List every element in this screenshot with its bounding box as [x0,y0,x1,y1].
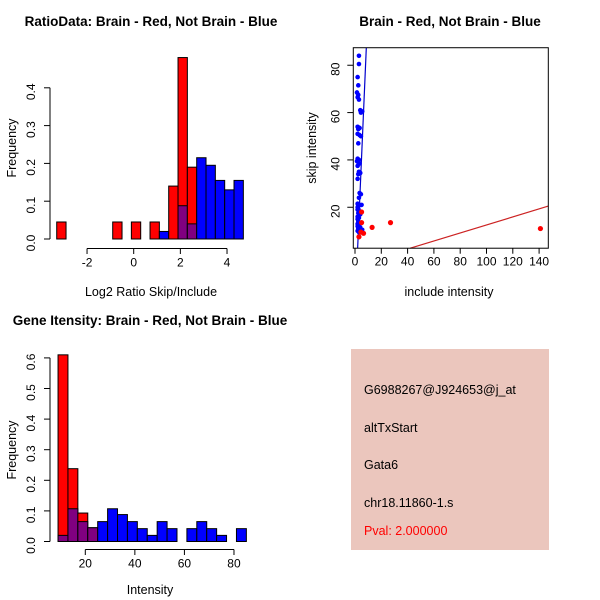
x-tick-label: 40 [400,254,415,269]
hist-bar-blue [206,165,215,239]
y-tick-label: 0.2 [24,159,38,176]
scatter-point-red [388,220,393,225]
y-tick-label: 0.1 [24,196,38,214]
x-tick-label: 0 [130,255,138,270]
y-tick-label: 20 [328,204,343,218]
scatter-point-blue [357,97,362,102]
x-tick-label: 140 [529,254,550,269]
x-tick-label: 20 [374,254,388,269]
hist-bar-red [113,222,122,239]
y-tick-label: 0.0 [24,234,38,252]
y-tick-label: 60 [328,109,343,124]
y-tick-label: 0.3 [24,121,38,138]
hist-bar-red [131,222,140,239]
hist-bar-overlap [78,522,88,542]
plot-box [353,48,548,248]
panel-title: Brain - Red, Not Brain - Blue [359,14,541,29]
x-tick-label: 4 [223,255,231,270]
hist-bar-overlap [68,509,78,542]
x-tick-label: 20 [78,556,92,571]
pval-text: Pval: 2.000000 [364,524,448,538]
hist-bar-red [58,355,68,542]
y-tick-label: 0.3 [24,445,38,463]
y-axis-label: Frequency [5,118,19,178]
gene-intensity-histogram-panel [5,313,288,597]
x-tick-label: 120 [502,254,523,269]
hist-bar-overlap [187,224,196,239]
y-tick-label: 80 [328,62,343,76]
y-axis-label: skip intensity [305,112,319,184]
scatter-point-blue [357,195,362,200]
scatter-point-red [361,231,366,236]
y-tick-label: 0.4 [24,414,38,432]
y-tick-label: 0.2 [24,475,38,493]
location-text: chr18.11860-1.s [364,496,454,510]
scatter-point-red [538,226,543,231]
hist-bar-red [57,222,66,239]
hist-bar-overlap [88,528,98,542]
scatter-point-blue [357,62,362,67]
scatter-point-blue [356,141,361,146]
gene-name-text: Gata6 [364,458,399,472]
scatter-point-blue [356,83,361,88]
y-tick-label: 40 [328,157,343,171]
hist-bar-blue [147,535,157,541]
hist-bar-overlap [178,206,187,239]
y-axis-label: Frequency [5,420,19,480]
hist-bar-blue [197,522,207,542]
x-axis-label: include intensity [404,285,494,299]
x-tick-label: 2 [177,255,184,270]
intensity-scatter-panel [305,14,549,299]
y-tick-label: 0.1 [24,506,38,524]
panel-title: Gene Itensity: Brain - Red, Not Brain - Blue [12,313,288,328]
hist-bar-blue [207,529,217,542]
hist-bar-blue [234,180,243,239]
x-tick-label: 60 [427,254,441,269]
hist-bar-blue [98,522,108,542]
fit-line-red [410,206,548,248]
scatter-point-blue [355,177,360,182]
hist-bar-blue [118,515,128,542]
scatter-point-blue [355,75,360,80]
x-tick-label: -2 [81,255,93,270]
scatter-point-blue [359,134,364,139]
hist-bar-blue [157,522,167,542]
event-info-panel [351,349,549,550]
hist-bar-red [150,222,159,239]
event-type-text: altTxStart [364,421,418,435]
scatter-point-red [356,234,361,239]
scatter-point-blue [359,110,364,115]
scatter-point-blue [356,127,361,132]
y-tick-label: 0.0 [24,537,38,554]
scatter-point-red [369,225,374,230]
x-tick-label: 60 [177,556,192,571]
x-tick-label: 40 [128,556,142,571]
scatter-point-red [359,209,364,214]
hist-bar-blue [137,529,147,542]
hist-bar-blue [159,231,168,239]
hist-bar-overlap [58,535,68,541]
scatter-point-blue [359,203,364,208]
hist-bar-blue [217,535,227,541]
ratio-histogram-panel [5,14,278,299]
hist-bar-blue [225,190,234,239]
y-tick-label: 0.4 [24,83,38,101]
hist-bar-blue [167,529,177,542]
scatter-point-red [359,220,364,225]
probe-id-text: G6988267@J924653@j_at [364,383,516,397]
scatter-point-blue [356,172,361,177]
scatter-point-blue [357,53,362,58]
x-tick-label: 100 [476,254,497,269]
hist-bar-blue [187,529,197,542]
x-tick-label: 80 [227,556,241,571]
x-tick-label: 80 [453,254,467,269]
hist-bar-blue [127,522,137,542]
hist-bar-blue [197,158,206,239]
hist-bar-blue [215,180,224,239]
hist-bar-blue [236,529,246,542]
x-axis-label: Intensity [126,583,174,597]
panel-title: RatioData: Brain - Red, Not Brain - Blue [24,14,278,29]
scatter-point-blue [355,164,360,169]
y-tick-label: 0.5 [24,384,38,401]
x-tick-label: 0 [351,254,359,269]
hist-bar-red [169,186,178,239]
x-axis-label: Log2 Ratio Skip/Include [84,285,218,299]
y-tick-label: 0.6 [24,353,38,371]
hist-bar-blue [108,509,118,542]
